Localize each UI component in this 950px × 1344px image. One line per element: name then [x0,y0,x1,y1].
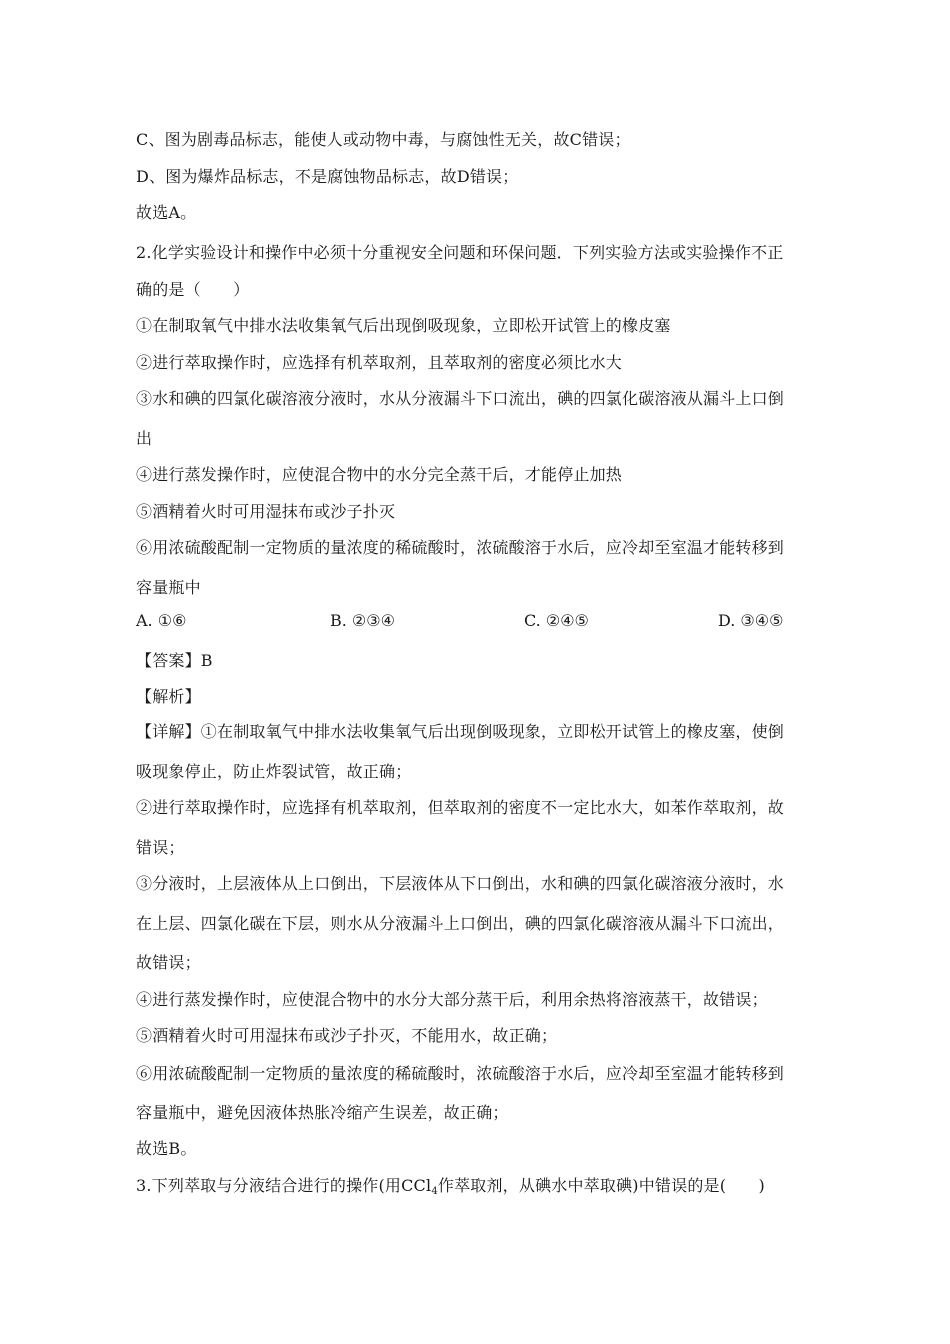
statement-6: ⑥用浓硫酸配制一定物质的量浓度的稀硫酸时，浓硫酸溶于水后，应冷却至室温才能转移到 [136,538,785,557]
statement-4: ④进行蒸发操作时，应使混合物中的水分完全蒸干后，才能停止加热 [136,465,623,484]
option-c: C. ②④⑤ [524,611,589,630]
analysis-heading: 【解析】 [136,687,201,706]
option-b: B. ②③④ [330,611,395,630]
explanation-line: 吸现象停止，防止炸裂试管，故正确； [136,762,412,781]
statement-3: ③水和碘的四氯化碳溶液分液时，水从分液漏斗下口流出，碘的四氯化碳溶液从漏斗上口倒 [136,389,785,408]
statement-1: ①在制取氧气中排水法收集氧气后出现倒吸现象，立即松开试管上的橡皮塞 [136,316,671,335]
statement-3-cont: 出 [136,429,153,448]
conclusion-line: 故选B。 [136,1139,197,1158]
explanation-line: 在上层、四氯化碳在下层，则水从分液漏斗上口倒出，碘的四氯化碳溶液从漏斗下口流出， [136,914,785,933]
question-3-stem [136,1173,765,1197]
question-3-text-b: 作萃取剂，从碘水中萃取碘)中错误的是( ) [437,1176,766,1195]
option-a: A. ①⑥ [136,611,187,630]
question-2-stem-cont: 确的是（ ） [136,280,250,299]
statement-2: ②进行萃取操作时，应选择有机萃取剂，且萃取剂的密度必须比水大 [136,353,623,372]
explanation-line: ⑥用浓硫酸配制一定物质的量浓度的稀硫酸时，浓硫酸溶于水后，应冷却至室温才能转移到 [136,1064,785,1083]
explanation-line: 容量瓶中，避免因液体热胀冷缩产生误差，故正确； [136,1103,509,1122]
answer-line: 【答案】B [136,651,213,670]
question-3-text-a: 3.下列萃取与分液结合进行的操作(用CCl [136,1176,432,1195]
statement-6-cont: 容量瓶中 [136,578,201,597]
question-3-subscript: 4 [431,1186,438,1197]
explanation-line: ③分液时，上层液体从上口倒出，下层液体从下口倒出，水和碘的四氯化碳溶液分液时，水 [136,874,785,893]
explanation-line: 故错误； [136,953,201,972]
explanation-line: ④进行蒸发操作时，应使混合物中的水分大部分蒸干后，利用余热将溶液蒸干，故错误； [136,990,768,1009]
text-line: C、图为剧毒品标志，能使人或动物中毒，与腐蚀性无关，故C错误； [136,130,631,149]
explanation-line: ②进行萃取操作时，应选择有机萃取剂，但萃取剂的密度不一定比水大，如苯作萃取剂，故 [136,798,785,817]
question-2-stem: 2.化学实验设计和操作中必须十分重视安全问题和环保问题．下列实验方法或实验操作不正 [136,243,784,262]
statement-5: ⑤酒精着火时可用湿抹布或沙子扑灭 [136,502,396,521]
explanation-line: 错误； [136,838,185,857]
option-d: D. ③④⑤ [718,611,784,630]
text-line: D、图为爆炸品标志，不是腐蚀物品标志，故D错误； [136,167,519,186]
text-line: 故选A。 [136,203,197,222]
explanation-line: 【详解】①在制取氧气中排水法收集氧气后出现倒吸现象，立即松开试管上的橡皮塞，使倒 [136,722,785,741]
explanation-line: ⑤酒精着火时可用湿抹布或沙子扑灭，不能用水，故正确； [136,1026,558,1045]
